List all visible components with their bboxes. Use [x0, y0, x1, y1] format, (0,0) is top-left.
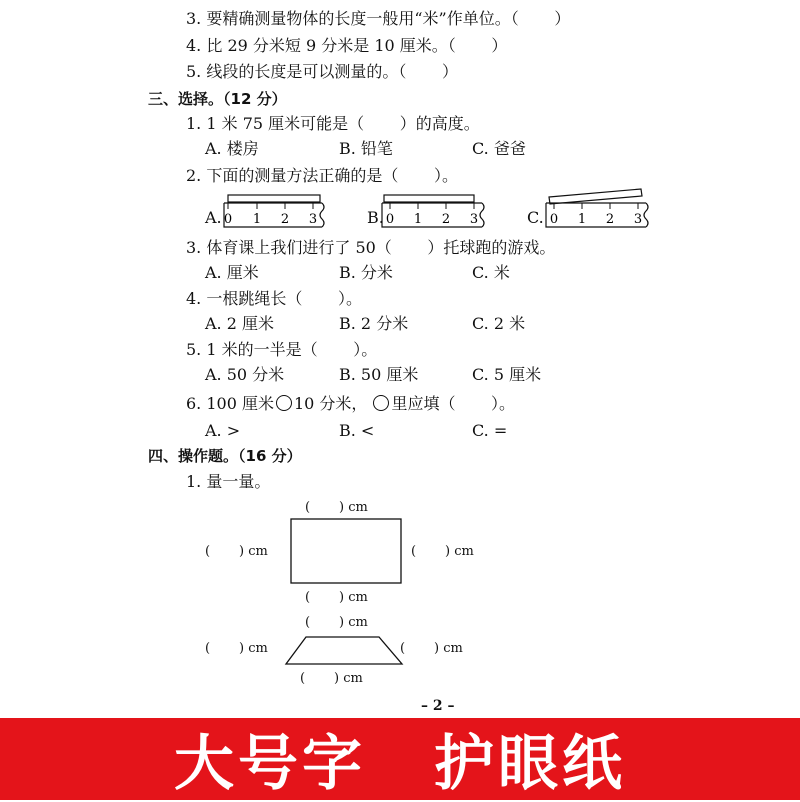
ruler-c-tick-0: 0 [549, 212, 559, 227]
ruler-body-b [382, 203, 484, 227]
rect-top-length-blank: ( ) cm [305, 500, 368, 515]
trap-top-length-blank: ( ) cm [305, 615, 368, 630]
ruler-b-tick-0: 0 [385, 212, 395, 227]
ruler-b-tick-2: 2 [441, 212, 451, 227]
section-3-title: 三、选择。（12 分） [148, 90, 287, 108]
choice-q6-stem-part1: 6. 100 厘米 [186, 394, 274, 413]
ruler-b-tick-3: 3 [469, 212, 479, 227]
choice-q5-option-a: A. 50 分米 [205, 365, 285, 384]
choice-q6-option-a: A. > [205, 421, 241, 440]
banner-text-eye-care-paper: 护眼纸 [434, 729, 626, 799]
ruler-c-tick-3: 3 [633, 212, 643, 227]
section-4-title: 四、操作题。（16 分） [148, 447, 302, 465]
ruler-b-tick-1: 1 [413, 212, 423, 227]
choice-q3-option-b: B. 分米 [339, 263, 393, 282]
ruler-body-c [546, 203, 648, 227]
choice-q4-option-a: A. 2 厘米 [205, 314, 274, 333]
operation-q1-stem: 1. 量一量。 [186, 472, 271, 491]
ruler-a-tick-0: 0 [223, 212, 233, 227]
rect-bottom-length-blank: ( ) cm [305, 590, 368, 605]
ruler-a-tick-3: 3 [308, 212, 318, 227]
compare-circle-icon [276, 395, 292, 411]
compare-circle-icon [373, 395, 389, 411]
choice-q6-stem-part3: 里应填（ ）。 [391, 394, 516, 413]
tf-question-4: 4. 比 29 分米短 9 分米是 10 厘米。（ ） [186, 36, 508, 55]
rect-right-length-blank: ( ) cm [411, 544, 474, 559]
ruler-figure-a [224, 194, 334, 230]
choice-q3-option-a: A. 厘米 [205, 263, 259, 282]
choice-q2-option-b: B. [367, 208, 384, 227]
ruler-a-tick-2: 2 [280, 212, 290, 227]
trap-left-length-blank: ( ) cm [205, 641, 268, 656]
choice-q5-option-b: B. 50 厘米 [339, 365, 419, 384]
banner-text-large-font: 大号字 [174, 729, 366, 799]
rect-left-length-blank: ( ) cm [205, 544, 268, 559]
page-number: – 2 – [421, 698, 455, 714]
measured-object-a [228, 195, 320, 202]
choice-q6-stem [186, 394, 515, 414]
trap-right-length-blank: ( ) cm [400, 641, 463, 656]
choice-q4-option-c: C. 2 米 [472, 314, 526, 333]
measure-rectangle [290, 518, 402, 584]
ruler-a-tick-1: 1 [252, 212, 262, 227]
ruler-c-tick-2: 2 [605, 212, 615, 227]
ruler-figure-b [382, 194, 494, 230]
measured-object-c [549, 189, 642, 204]
choice-q1-option-c: C. 爸爸 [472, 139, 526, 158]
choice-q6-stem-part2: 10 分米， [293, 394, 368, 413]
choice-q5-option-c: C. 5 厘米 [472, 365, 542, 384]
choice-q4-stem: 4. 一根跳绳长（ ）。 [186, 289, 362, 308]
trap-bottom-length-blank: ( ) cm [300, 671, 363, 686]
tf-question-3: 3. 要精确测量物体的长度一般用“米”作单位。（ ） [186, 9, 571, 28]
choice-q2-option-a: A. [205, 208, 222, 227]
choice-q3-option-c: C. 米 [472, 263, 510, 282]
choice-q6-option-b: B. < [339, 421, 375, 440]
choice-q5-stem: 5. 1 米的一半是（ ）。 [186, 340, 378, 359]
promo-banner [0, 718, 800, 800]
choice-q1-stem: 1. 1 米 75 厘米可能是（ ）的高度。 [186, 114, 480, 133]
measured-object-b [384, 195, 474, 202]
choice-q2-option-c: C. [527, 208, 544, 227]
ruler-figure-c [546, 186, 658, 230]
ruler-c-tick-1: 1 [577, 212, 587, 227]
measure-trapezoid [284, 636, 404, 666]
choice-q1-option-a: A. 楼房 [205, 139, 259, 158]
choice-q6-option-c: C. = [472, 421, 508, 440]
choice-q4-option-b: B. 2 分米 [339, 314, 409, 333]
choice-q2-stem: 2. 下面的测量方法正确的是（ ）。 [186, 166, 458, 185]
choice-q1-option-b: B. 铅笔 [339, 139, 393, 158]
choice-q3-stem: 3. 体育课上我们进行了 50（ ）托球跑的游戏。 [186, 238, 556, 257]
tf-question-5: 5. 线段的长度是可以测量的。（ ） [186, 62, 458, 81]
